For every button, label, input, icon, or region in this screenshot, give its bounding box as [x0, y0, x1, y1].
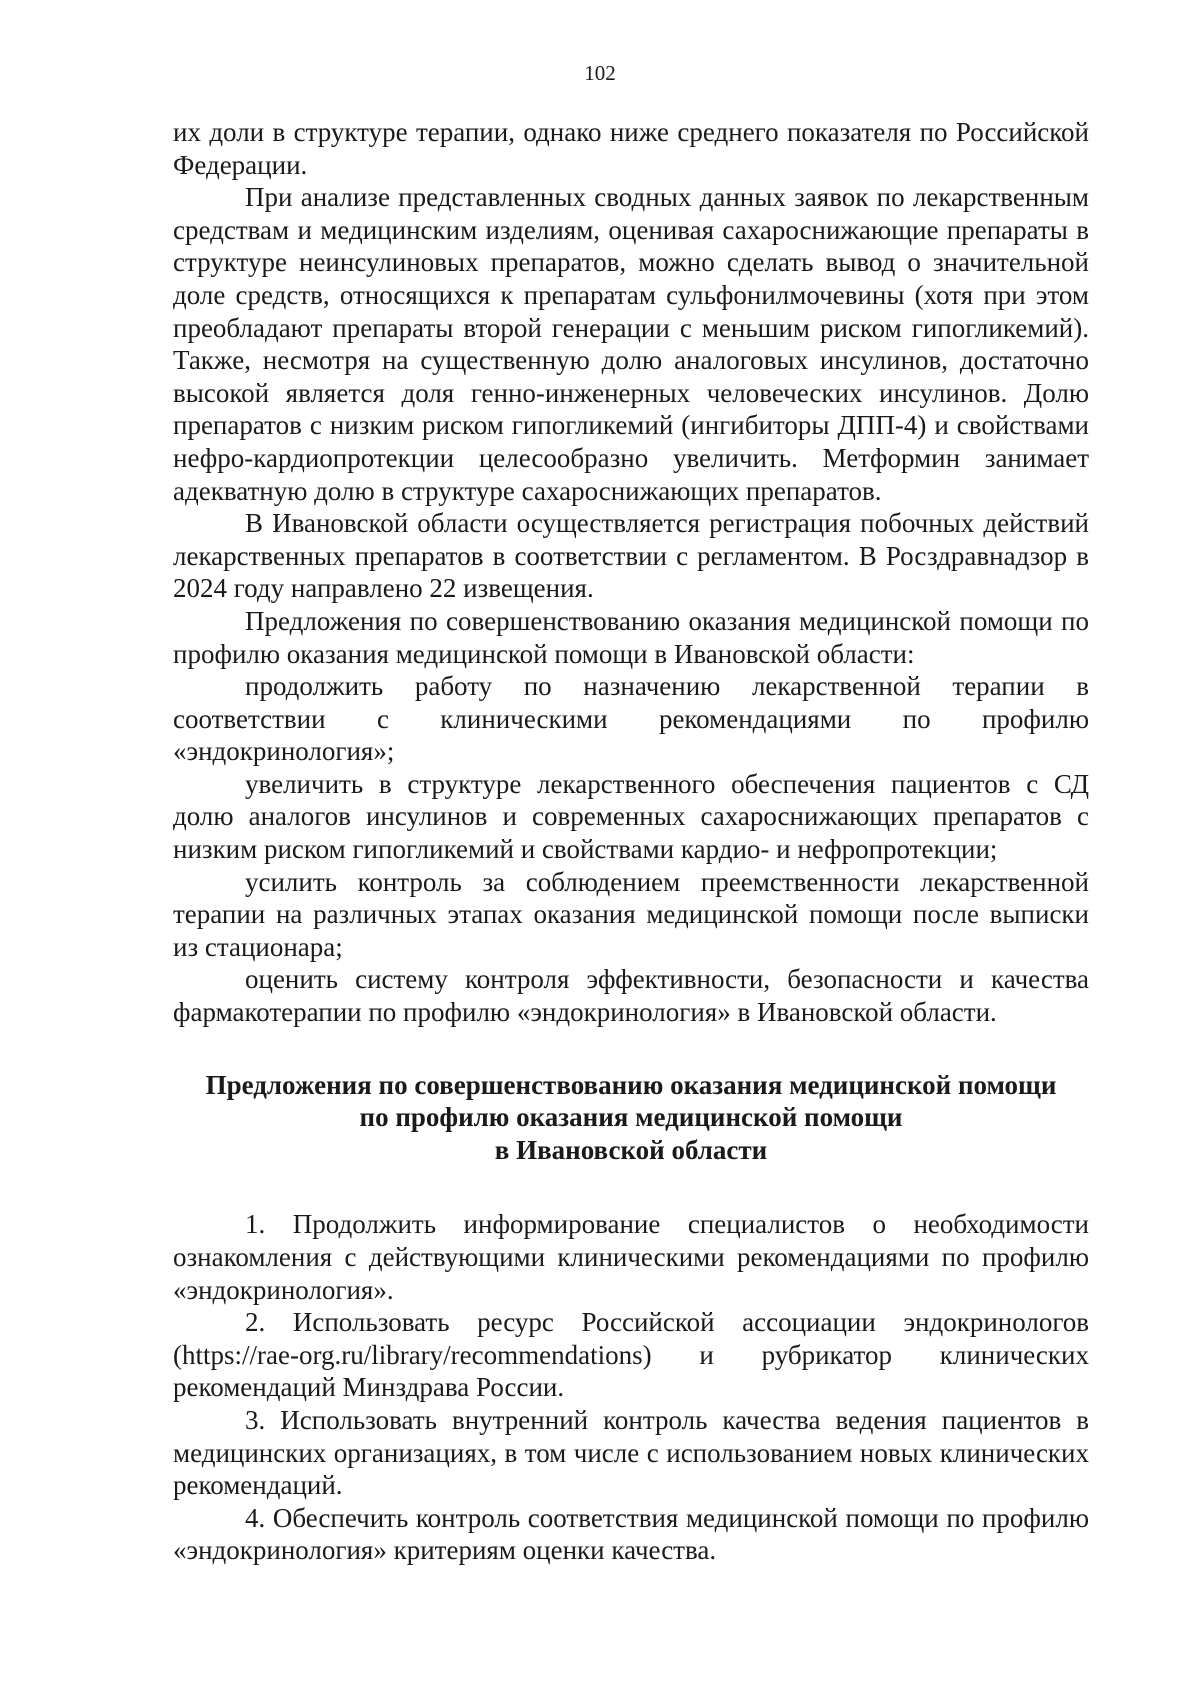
- proposal-list-item: оценить систему контроля эффективности, безопасности и качества фармакотерапии по профилю «эндокринология» в Ивановской области.: [173, 964, 1089, 1028]
- section-heading-line: в Ивановской области: [494, 1134, 768, 1165]
- section-heading: [173, 1069, 1089, 1167]
- section-heading-line: по профилю оказания медицинской помощи: [359, 1102, 903, 1133]
- paragraph: Предложения по совершенствованию оказания медицинской помощи по профилю оказания медицинской помощи в Ивановской области:: [173, 605, 1089, 669]
- numbered-item: 4. Обеспечить контроль соответствия медицинской помощи по профилю «эндокринология» критериям оценки качества.: [173, 1502, 1089, 1566]
- paragraph: В Ивановской области осуществляется регистрация побочных действий лекарственных препаратов в соответствии с регламентом. В Росздравнадзор в 2024 году направлено 22 извещения.: [173, 508, 1089, 604]
- paragraph: их доли в структуре терапии, однако ниже среднего показателя по Российской Федерации.: [173, 117, 1089, 180]
- numbered-item: 3. Использовать внутренний контроль качества ведения пациентов в медицинских организациях, в том числе с использованием новых клинических рекомендаций.: [173, 1404, 1089, 1501]
- page-body: [173, 116, 1089, 1567]
- page-number: 102: [584, 61, 616, 85]
- proposal-list-item: продолжить работу по назначению лекарственной терапии в соответствии с клиническими рекомендациями по профилю «эндокринология»;: [173, 671, 1089, 767]
- section-heading-line: Предложения по совершенствованию оказания медицинской помощи: [205, 1069, 1057, 1100]
- proposal-list-item: усилить контроль за соблюдением преемственности лекарственной терапии на различных этапах оказания медицинской помощи после выписки из стационара;: [173, 866, 1089, 962]
- numbered-item: 2. Использовать ресурс Российской ассоциации эндокринологов (https://rae-org.ru/library/recommendations) и рубрикатор клинических рекомендаций Минздрава России.: [173, 1307, 1089, 1403]
- numbered-item: 1. Продолжить информирование специалистов о необходимости ознакомления с действующими клиническими рекомендациями по профилю «эндокринология».: [173, 1209, 1089, 1305]
- paragraph: При анализе представленных сводных данных заявок по лекарственным средствам и медицинским изделиям, оценивая сахароснижающие препараты в структуре неинсулиновых препаратов, можно сделать вывод о значительной доле средств, относящихся к препаратам сульфонилмочевины (хотя при этом преобладают препараты второй генерации с меньшим риском гипогликемий). Также, несмотря на существенную долю аналоговых инсулинов, достаточно высокой является доля генно-инженерных человеческих инсулинов. Долю препаратов с низким риском гипогликемий (ингибиторы ДПП-4) и свойствами нефро-кардиопротекции целесообразно увеличить. Метформин занимает адекватную долю в структуре сахароснижающих препаратов.: [173, 182, 1089, 506]
- proposal-list-item: увеличить в структуре лекарственного обеспечения пациентов с СД долю аналогов инсулинов и современных сахароснижающих препаратов с низким риском гипогликемий и свойствами кардио- и нефропротекции;: [173, 768, 1089, 865]
